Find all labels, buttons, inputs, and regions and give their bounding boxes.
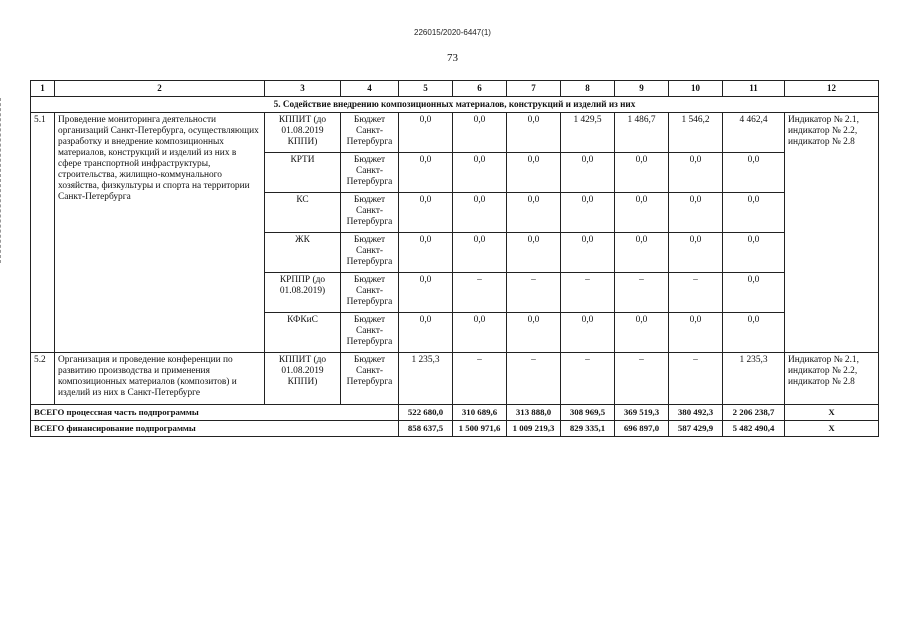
executor: КРТИ (265, 153, 341, 193)
column-header: 5 (399, 81, 453, 97)
column-header-row (31, 81, 879, 97)
executor: КРППР (до 01.08.2019) (265, 273, 341, 313)
value-cell: 1 486,7 (615, 113, 669, 153)
value-cell: – (669, 273, 723, 313)
total-value: 1 500 971,6 (453, 421, 507, 437)
value-cell: 0,0 (723, 153, 785, 193)
column-header: 9 (615, 81, 669, 97)
total-value: 369 519,3 (615, 405, 669, 421)
value-cell: 0,0 (507, 193, 561, 233)
value-cell: 0,0 (399, 233, 453, 273)
indicator: Индикатор № 2.1, индикатор № 2.2, индикатор № 2.8 (785, 353, 879, 405)
column-header: 11 (723, 81, 785, 97)
funding-source: Бюджет Санкт-Петербурга (341, 153, 399, 193)
executor: КФКиС (265, 313, 341, 353)
funding-source: Бюджет Санкт-Петербурга (341, 273, 399, 313)
value-cell: 0,0 (507, 233, 561, 273)
value-cell: 0,0 (723, 233, 785, 273)
column-header: 7 (507, 81, 561, 97)
funding-source: Бюджет Санкт-Петербурга (341, 353, 399, 405)
executor: ЖК (265, 233, 341, 273)
value-cell: – (453, 273, 507, 313)
column-header: 2 (55, 81, 265, 97)
value-cell: 0,0 (615, 313, 669, 353)
value-cell: 0,0 (507, 313, 561, 353)
section-row (31, 97, 879, 113)
total-value: 380 492,3 (669, 405, 723, 421)
total-value: 696 897,0 (615, 421, 669, 437)
funding-source: Бюджет Санкт-Петербурга (341, 233, 399, 273)
value-cell: – (507, 353, 561, 405)
value-cell: 0,0 (615, 193, 669, 233)
value-cell: 0,0 (399, 273, 453, 313)
total-mark: X (785, 421, 879, 437)
section-title: 5. Содействие внедрению композиционных материалов, конструкций и изделий из них (31, 97, 879, 113)
table-row (31, 353, 879, 405)
total-value: 522 680,0 (399, 405, 453, 421)
value-cell: – (615, 273, 669, 313)
executor: КППИТ (до 01.08.2019 КППИ) (265, 113, 341, 153)
column-header: 6 (453, 81, 507, 97)
total-value: 829 335,1 (561, 421, 615, 437)
total-value: 308 969,5 (561, 405, 615, 421)
value-cell: 0,0 (453, 313, 507, 353)
total-value: 2 206 238,7 (723, 405, 785, 421)
value-cell: 0,0 (723, 193, 785, 233)
item-number: 5.2 (31, 353, 55, 405)
column-header: 10 (669, 81, 723, 97)
value-cell: 1 546,2 (669, 113, 723, 153)
column-header: 3 (265, 81, 341, 97)
executor: КС (265, 193, 341, 233)
value-cell: 0,0 (561, 193, 615, 233)
value-cell: 0,0 (507, 113, 561, 153)
total-label: ВСЕГО процессная часть подпрограммы (31, 405, 399, 421)
value-cell: 0,0 (399, 113, 453, 153)
column-header: 8 (561, 81, 615, 97)
value-cell: 0,0 (399, 193, 453, 233)
value-cell: – (561, 273, 615, 313)
value-cell: – (561, 353, 615, 405)
value-cell: 0,0 (453, 233, 507, 273)
column-header: 4 (341, 81, 399, 97)
value-cell: 0,0 (453, 153, 507, 193)
page-number: 73 (447, 52, 458, 64)
value-cell: 1 235,3 (399, 353, 453, 405)
column-header: 1 (31, 81, 55, 97)
total-value: 858 637,5 (399, 421, 453, 437)
indicator: Индикатор № 2.1, индикатор № 2.2, индикатор № 2.8 (785, 113, 879, 353)
value-cell: – (615, 353, 669, 405)
column-header: 12 (785, 81, 879, 97)
value-cell: 0,0 (615, 233, 669, 273)
total-mark: X (785, 405, 879, 421)
financing-table (30, 80, 879, 437)
value-cell: 0,0 (669, 153, 723, 193)
value-cell: 0,0 (507, 153, 561, 193)
value-cell: – (507, 273, 561, 313)
value-cell: 0,0 (561, 233, 615, 273)
value-cell: 0,0 (723, 313, 785, 353)
funding-source: Бюджет Санкт-Петербурга (341, 193, 399, 233)
total-value: 5 482 490,4 (723, 421, 785, 437)
value-cell: 0,0 (399, 153, 453, 193)
margin-mark (0, 98, 4, 263)
funding-source: Бюджет Санкт-Петербурга (341, 113, 399, 153)
value-cell: 1 429,5 (561, 113, 615, 153)
executor: КППИТ (до 01.08.2019 КППИ) (265, 353, 341, 405)
value-cell: 0,0 (669, 313, 723, 353)
value-cell: 0,0 (669, 233, 723, 273)
value-cell: 0,0 (561, 313, 615, 353)
funding-source: Бюджет Санкт-Петербурга (341, 313, 399, 353)
total-label: ВСЕГО финансирование подпрограммы (31, 421, 399, 437)
value-cell: – (669, 353, 723, 405)
value-cell: 0,0 (561, 153, 615, 193)
value-cell: 1 235,3 (723, 353, 785, 405)
total-row (31, 421, 879, 437)
value-cell: 0,0 (399, 313, 453, 353)
total-value: 587 429,9 (669, 421, 723, 437)
document-id: 226015/2020-6447(1) (414, 28, 491, 37)
total-value: 310 689,6 (453, 405, 507, 421)
value-cell: 0,0 (615, 153, 669, 193)
value-cell: – (453, 353, 507, 405)
value-cell: 0,0 (453, 113, 507, 153)
value-cell: 0,0 (453, 193, 507, 233)
item-name: Организация и проведение конференции по развитию производства и применения композиционных материалов (композитов) и изделий из них в Санкт-Петербурге (55, 353, 265, 405)
table-row (31, 113, 879, 153)
value-cell: 0,0 (669, 193, 723, 233)
total-value: 1 009 219,3 (507, 421, 561, 437)
total-value: 313 888,0 (507, 405, 561, 421)
total-row (31, 405, 879, 421)
value-cell: 0,0 (723, 273, 785, 313)
item-number: 5.1 (31, 113, 55, 353)
item-name: Проведение мониторинга деятельности организаций Санкт-Петербурга, осуществляющих разработку и внедрение композиционных материалов, конструкций и изделий из них в сфере транспортной инфраструктуры, строительства, жилищно-коммунального хозяйства, физкультуры и спорта на территории Санкт-Петербурга (55, 113, 265, 353)
value-cell: 4 462,4 (723, 113, 785, 153)
